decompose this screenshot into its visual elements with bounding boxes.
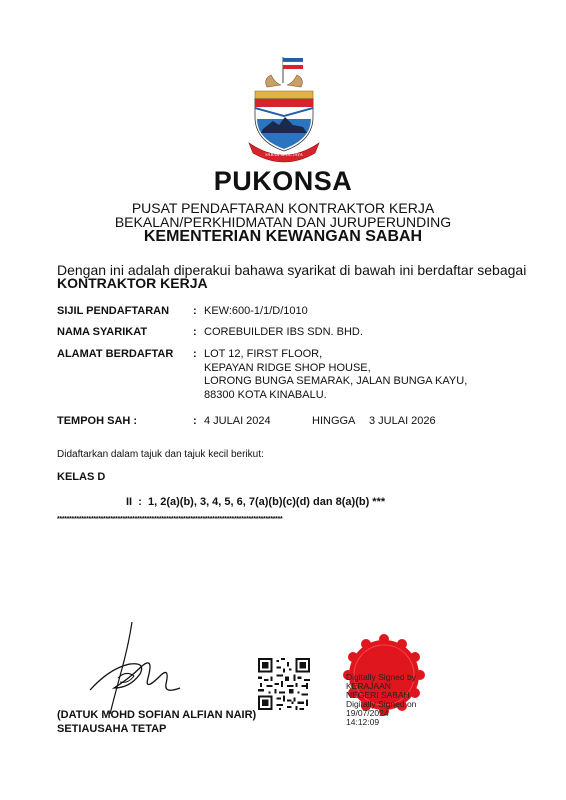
tempoh-to: 3 JULAI 2026 <box>369 415 436 427</box>
contractor-type: KONTRAKTOR KERJA <box>57 275 208 291</box>
digital-sig-line: Digitally Signed by <box>346 672 416 682</box>
sabah-crest-emblem <box>245 55 323 165</box>
digital-sig-line: NEGERI SABAH <box>346 690 410 700</box>
page-title: PUKONSA <box>213 166 353 196</box>
intro-statement: Dengan ini adalah diperakui bahawa syarikat di bawah ini berdaftar sebagai <box>57 262 527 278</box>
digital-sig-line: KERAJAAN <box>346 681 391 691</box>
alamat-value <box>204 348 467 402</box>
sijil-label: SIJIL PENDAFTARAN <box>57 305 170 317</box>
handwritten-signature <box>70 618 190 718</box>
digital-sig-line: 19/07/2024 <box>346 708 389 718</box>
kelas-class: KELAS D <box>57 471 106 483</box>
tempoh-from: 4 JULAI 2024 <box>204 415 271 427</box>
address-line: LOT 12, FIRST FLOOR, <box>204 348 323 360</box>
crest-motto: SABAH MAJU JAYA <box>265 152 303 157</box>
tempoh-colon: : <box>193 415 197 427</box>
heads-subheads: II : 1, 2(a)(b), 3, 4, 5, 6, 7(a)(b)(c)(d) dan 8(a)(b) *** <box>126 496 386 508</box>
sijil-value: KEW:600-1/1/D/1010 <box>204 305 308 317</box>
digital-signature-text <box>346 673 416 727</box>
address-line: LORONG BUNGA SEMARAK, JALAN BUNGA KAYU, <box>204 375 468 387</box>
subtitle-line-1: PUSAT PENDAFTARAN KONTRAKTOR KERJA <box>131 200 435 216</box>
ministry-name: KEMENTERIAN KEWANGAN SABAH <box>143 228 423 245</box>
tempoh-label: TEMPOH SAH : <box>57 415 138 427</box>
sijil-colon: : <box>193 305 197 317</box>
nama-colon: : <box>193 326 197 338</box>
tempoh-hingga: HINGGA <box>312 415 356 427</box>
alamat-label: ALAMAT BERDAFTAR <box>57 348 174 360</box>
nama-value: COREBUILDER IBS SDN. BHD. <box>204 326 363 338</box>
registration-note: Didaftarkan dalam tajuk dan tajuk kecil berikut: <box>57 449 264 460</box>
separator-stars: ********************************************************************************************* <box>57 516 283 523</box>
digital-sig-line: Digitally Signed on <box>346 699 417 709</box>
qr-code <box>258 658 310 710</box>
alamat-colon: : <box>193 348 197 360</box>
nama-label: NAMA SYARIKAT <box>57 326 148 338</box>
address-line: 88300 KOTA KINABALU. <box>204 388 327 401</box>
signatory-title: SETIAUSAHA TETAP <box>57 723 167 735</box>
address-line: KEPAYAN RIDGE SHOP HOUSE, <box>204 361 371 374</box>
digital-sig-line: 14:12:09 <box>346 717 380 727</box>
signatory-name: (DATUK MOHD SOFIAN ALFIAN NAIR) <box>57 709 257 721</box>
subtitle-line-2: BEKALAN/PERKHIDMATAN DAN JURUPERUNDING <box>114 214 452 230</box>
